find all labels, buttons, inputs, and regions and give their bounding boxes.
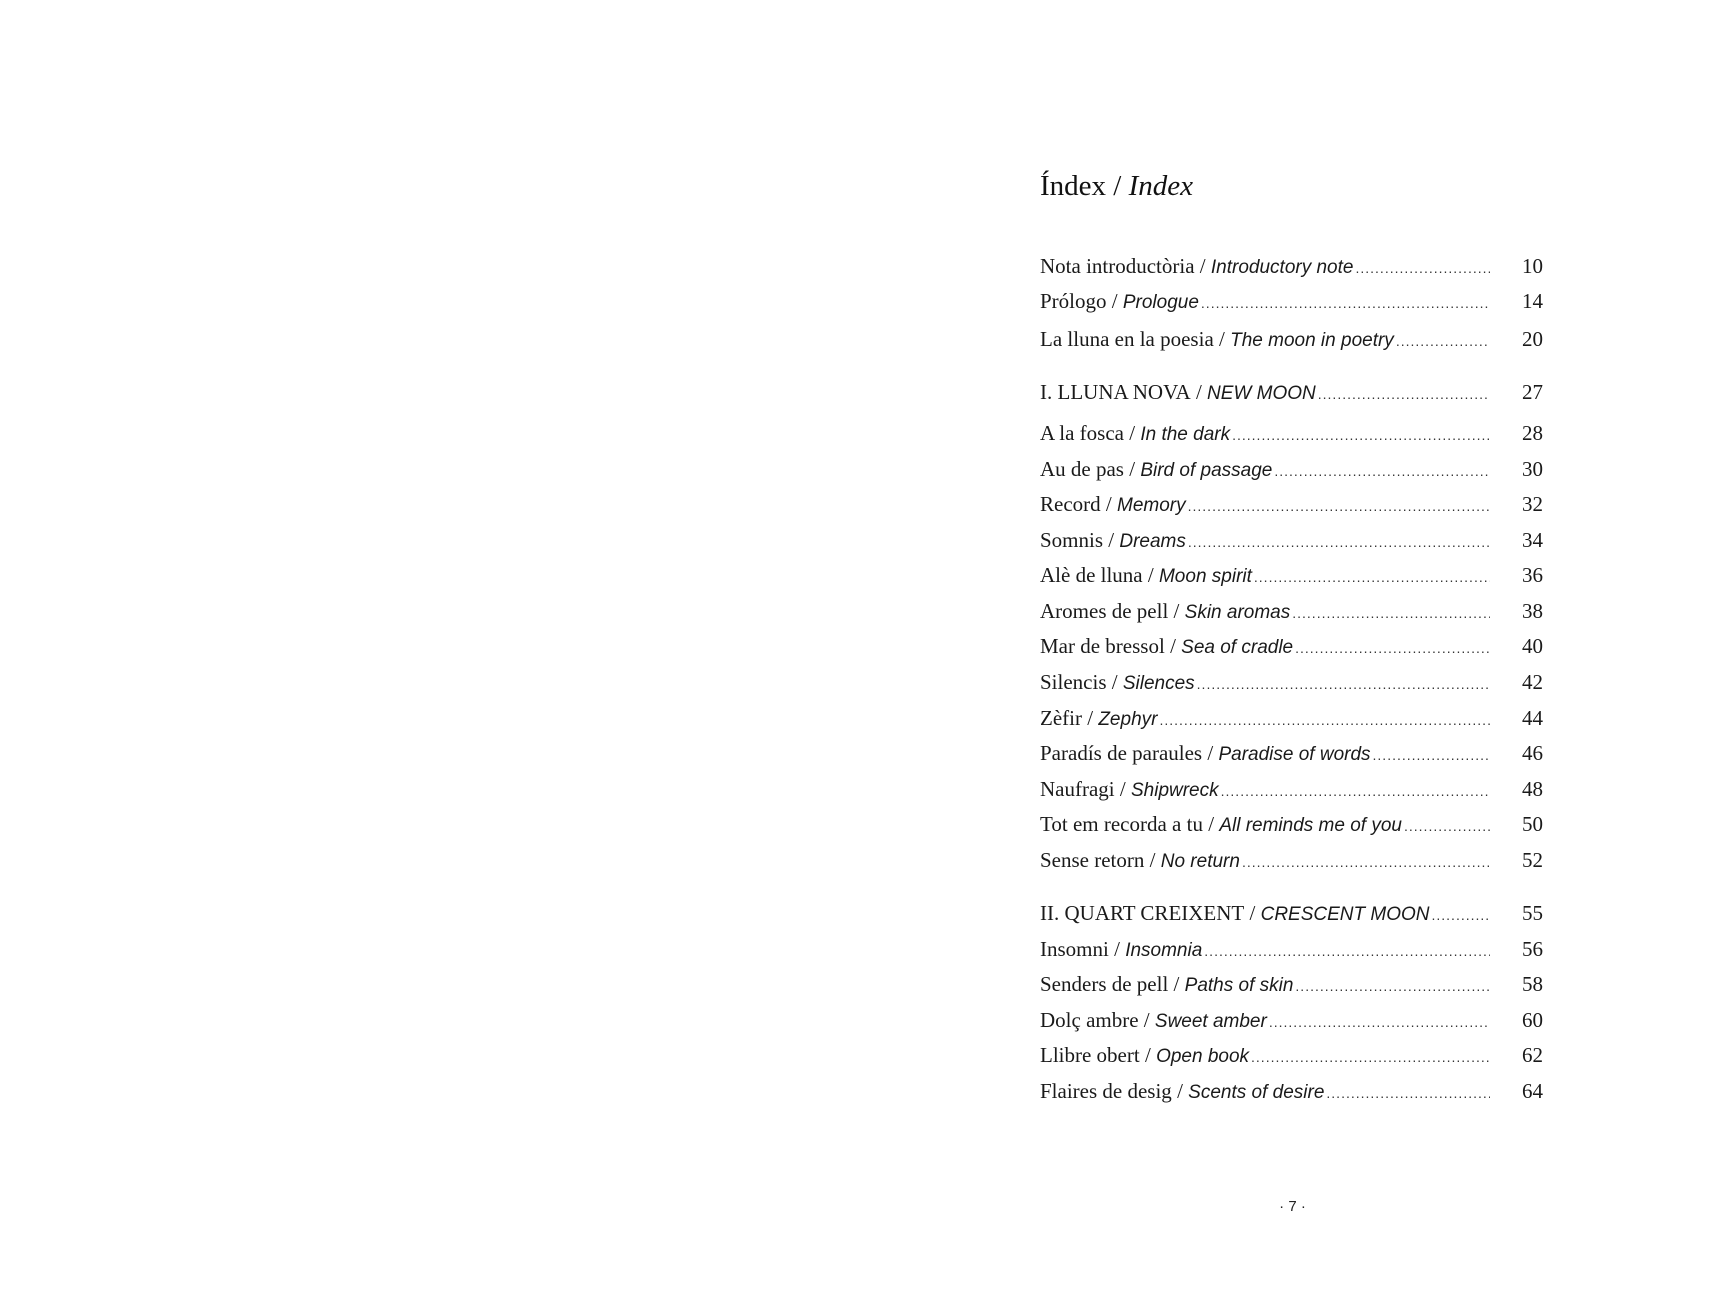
entry-page-number: 40 (1522, 634, 1543, 658)
entry-catalan-title: Dolç ambre (1040, 1008, 1139, 1032)
entry-separator: / (1177, 1079, 1183, 1103)
entry-page-number: 27 (1522, 380, 1543, 404)
toc-entry[interactable] (1040, 737, 1543, 769)
toc-entry[interactable] (1040, 968, 1543, 1000)
entry-english-title: Zephyr (1098, 709, 1158, 730)
entry-page-number: 55 (1522, 901, 1543, 925)
entry-separator: / (1149, 848, 1156, 872)
entry-catalan-title: Sense retorn (1040, 848, 1145, 872)
entry-separator: / (1195, 380, 1202, 404)
toc-entry[interactable] (1040, 666, 1543, 698)
toc-entry[interactable] (1040, 250, 1543, 282)
entry-catalan-title: Tot em recorda a tu (1040, 812, 1203, 836)
entry-english-title: Bird of passage (1140, 460, 1273, 481)
entry-page-number: 58 (1522, 972, 1543, 996)
dot-leader (1402, 810, 1490, 840)
entry-catalan-title: Nota introductòria (1040, 254, 1195, 278)
entry-english-title: The moon in poetry (1230, 330, 1394, 351)
dot-leader (1230, 419, 1490, 449)
entry-separator: / (1111, 670, 1118, 694)
dot-leader (1293, 970, 1490, 1000)
entry-catalan-title: Alè de lluna (1040, 563, 1143, 587)
toc-entry[interactable] (1040, 1004, 1543, 1036)
toc-entry[interactable] (1040, 559, 1543, 591)
entry-page-number: 30 (1522, 457, 1543, 481)
dot-leader (1186, 526, 1490, 556)
toc-entry[interactable] (1040, 285, 1543, 317)
entry-separator: / (1111, 289, 1118, 313)
entry-separator: / (1249, 901, 1256, 925)
entry-page-number: 28 (1522, 421, 1543, 445)
entry-catalan-title: Insomni (1040, 937, 1109, 961)
dot-leader (1202, 935, 1490, 965)
entry-catalan-title: Prólogo (1040, 289, 1107, 313)
entry-page-number: 44 (1522, 706, 1543, 730)
entry-english-title: Sweet amber (1154, 1011, 1267, 1032)
entry-separator: / (1129, 457, 1136, 481)
entry-catalan-title: Flaires de desig (1040, 1079, 1172, 1103)
toc-section-heading[interactable] (1040, 376, 1543, 408)
entry-catalan-title: Aromes de pell (1040, 599, 1169, 623)
dot-leader (1316, 378, 1490, 408)
toc-entry[interactable] (1040, 1039, 1543, 1071)
toc-entry[interactable] (1040, 595, 1543, 627)
entry-separator: / (1199, 254, 1206, 278)
toc-entry[interactable] (1040, 323, 1543, 355)
page-number-footer: · 7 · (1279, 1198, 1306, 1215)
entry-english-title: NEW MOON (1207, 383, 1316, 404)
dot-leader (1353, 252, 1490, 282)
entry-page-number: 34 (1522, 528, 1543, 552)
entry-english-title: Paradise of words (1218, 744, 1371, 765)
toc-entry[interactable] (1040, 488, 1543, 520)
entry-english-title: Open book (1156, 1046, 1250, 1067)
toc-entry[interactable] (1040, 933, 1543, 965)
dot-leader (1267, 1006, 1490, 1036)
entry-english-title: Memory (1117, 495, 1186, 516)
dot-leader (1272, 455, 1490, 485)
entry-page-number: 56 (1522, 937, 1543, 961)
entry-english-title: Silences (1122, 673, 1195, 694)
toc-entry[interactable] (1040, 453, 1543, 485)
entry-page-number: 10 (1522, 254, 1543, 278)
entry-catalan-title: Zèfir (1040, 706, 1082, 730)
entry-catalan-title: La lluna en la poesia (1040, 327, 1214, 351)
entry-english-title: No return (1160, 851, 1240, 872)
entry-english-title: Sea of cradle (1181, 637, 1294, 658)
dot-leader (1199, 287, 1490, 317)
entry-separator: / (1143, 1008, 1150, 1032)
dot-leader (1371, 739, 1490, 769)
dot-leader (1186, 490, 1490, 520)
dot-leader (1195, 668, 1490, 698)
entry-separator: / (1114, 937, 1120, 961)
toc-entry[interactable] (1040, 417, 1543, 449)
title-catalan: Índex (1040, 170, 1107, 202)
dot-leader (1430, 899, 1491, 929)
dot-leader (1324, 1077, 1490, 1107)
entry-catalan-title: A la fosca (1040, 421, 1124, 445)
entry-separator: / (1173, 972, 1180, 996)
toc-entry[interactable] (1040, 1075, 1543, 1107)
entry-page-number: 42 (1522, 670, 1543, 694)
entry-separator: / (1170, 634, 1176, 658)
entry-english-title: Shipwreck (1130, 780, 1219, 801)
index-title (1040, 166, 1193, 206)
entry-catalan-title: II. QUART CREIXENT (1040, 901, 1245, 925)
entry-english-title: Moon spirit (1158, 566, 1252, 587)
dot-leader (1290, 597, 1490, 627)
toc-entry[interactable] (1040, 630, 1543, 662)
entry-page-number: 62 (1522, 1043, 1543, 1067)
title-english: Index (1128, 170, 1193, 202)
dot-leader (1394, 325, 1490, 355)
entry-page-number: 38 (1522, 599, 1543, 623)
entry-page-number: 64 (1522, 1079, 1543, 1103)
entry-english-title: Introductory note (1210, 257, 1354, 278)
entry-catalan-title: Record (1040, 492, 1101, 516)
entry-separator: / (1207, 741, 1214, 765)
entry-separator: / (1087, 706, 1094, 730)
entry-page-number: 60 (1522, 1008, 1543, 1032)
entry-english-title: Paths of skin (1184, 975, 1294, 996)
entry-separator: / (1108, 528, 1115, 552)
entry-page-number: 32 (1522, 492, 1543, 516)
entry-catalan-title: Naufragi (1040, 777, 1115, 801)
toc-entry[interactable] (1040, 773, 1543, 805)
entry-english-title: All reminds me of you (1219, 815, 1402, 836)
dot-leader (1157, 704, 1490, 734)
dot-leader (1293, 632, 1490, 662)
toc-entry[interactable] (1040, 524, 1543, 556)
toc-entry[interactable] (1040, 808, 1543, 840)
toc-section-heading[interactable] (1040, 897, 1543, 929)
entry-english-title: Skin aromas (1184, 602, 1291, 623)
dot-leader (1219, 775, 1490, 805)
entry-page-number: 48 (1522, 777, 1543, 801)
entry-separator: / (1105, 492, 1112, 516)
entry-separator: / (1147, 563, 1154, 587)
entry-separator: / (1144, 1043, 1151, 1067)
entry-separator: / (1219, 327, 1225, 351)
entry-english-title: Scents of desire (1188, 1082, 1325, 1103)
title-separator: / (1113, 170, 1122, 202)
entry-page-number: 14 (1522, 289, 1543, 313)
entry-separator: / (1129, 421, 1136, 445)
entry-catalan-title: Au de pas (1040, 457, 1124, 481)
entry-english-title: CRESCENT MOON (1260, 904, 1430, 925)
dot-leader (1249, 1041, 1490, 1071)
entry-catalan-title: I. LLUNA NOVA (1040, 380, 1191, 404)
entry-english-title: In the dark (1140, 424, 1231, 445)
entry-separator: / (1173, 599, 1180, 623)
toc-entry[interactable] (1040, 844, 1543, 876)
right-page (856, 0, 1713, 1299)
toc-entry[interactable] (1040, 702, 1543, 734)
entry-english-title: Prologue (1122, 292, 1199, 313)
entry-separator: / (1208, 812, 1215, 836)
entry-english-title: Insomnia (1125, 940, 1203, 961)
entry-page-number: 52 (1522, 848, 1543, 872)
entry-page-number: 36 (1522, 563, 1543, 587)
entry-catalan-title: Senders de pell (1040, 972, 1169, 996)
entry-catalan-title: Somnis (1040, 528, 1104, 552)
entry-catalan-title: Llibre obert (1040, 1043, 1140, 1067)
entry-page-number: 20 (1522, 327, 1543, 351)
entry-separator: / (1119, 777, 1126, 801)
entry-english-title: Dreams (1119, 531, 1186, 552)
entry-catalan-title: Paradís de paraules (1040, 741, 1203, 765)
dot-leader (1252, 561, 1490, 591)
entry-catalan-title: Silencis (1040, 670, 1107, 694)
left-page-blank (0, 0, 856, 1299)
entry-page-number: 50 (1522, 812, 1543, 836)
entry-page-number: 46 (1522, 741, 1543, 765)
entry-catalan-title: Mar de bressol (1040, 634, 1165, 658)
dot-leader (1240, 846, 1490, 876)
